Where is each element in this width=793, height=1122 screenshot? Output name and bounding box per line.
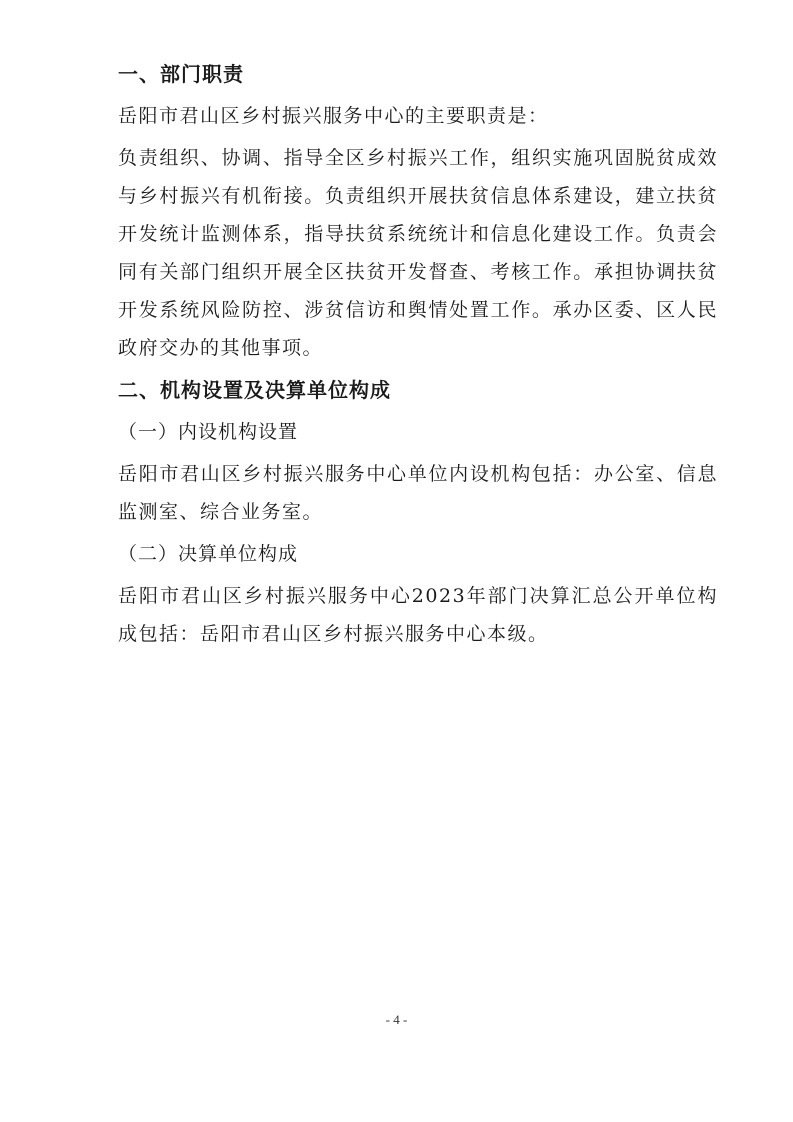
accounting-units-body: 岳阳市君山区乡村振兴服务中心2023年部门决算汇总公开单位构成包括：岳阳市君山区乡村振兴服务中心本级。 xyxy=(118,585,718,645)
internal-units-body: 岳阳市君山区乡村振兴服务中心单位内设机构包括：办公室、信息监测室、综合业务室。 xyxy=(118,463,718,523)
subheading-internal-units: （一）内设机构设置 xyxy=(118,421,299,443)
page-number: - 4 - xyxy=(385,1012,408,1027)
duties-body: 负责组织、协调、指导全区乡村振兴工作，组织实施巩固脱贫成效与乡村振兴有机衔接。负责组织开展扶贫信息体系建设，建立扶贫开发统计监测体系，指导扶贫系统统计和信息化建设工作。负责会同有关部门组织开展全区扶贫开发督查、考核工作。承担协调扶贫开发系统风险防控、涉贫信访和舆情处置工作。承办区委、区人民政府交办的其他事项。 xyxy=(118,147,718,359)
page-content xyxy=(118,55,718,653)
subheading-accounting-units: （二）决算单位构成 xyxy=(118,543,299,565)
section-heading-structure: 二、机构设置及决算单位构成 xyxy=(118,378,391,402)
duties-intro: 岳阳市君山区乡村振兴服务中心的主要职责是： xyxy=(118,105,549,127)
section-heading-duties: 一、部门职责 xyxy=(118,62,244,86)
